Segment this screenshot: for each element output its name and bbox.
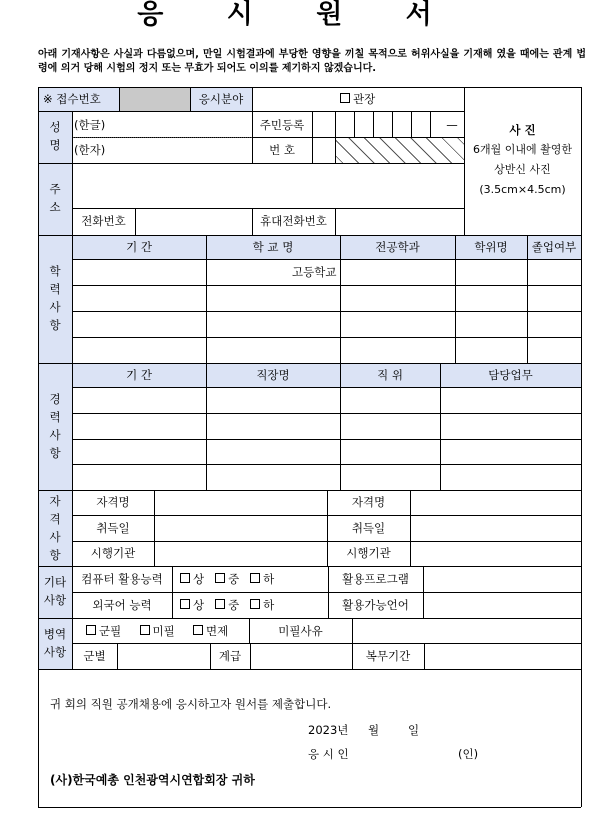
military-label: 병역 사항 [43,627,67,659]
checkbox-icon[interactable] [215,573,225,583]
education-label: 학 력 사 항 [49,264,61,332]
photo-instruction-1: 6개월 이내에 촬영한 [473,143,572,156]
rrn-label-top: 주민등록 [259,118,305,132]
declaration-notice: 아래 기재사항은 사실과 다름없으며, 만일 시험결과에 부당한 영향을 끼칠 목적으로 허위사실을 기재해 였을 때에는 관계 법령에 의거 당해 시험의 정지 또는 무효가 되어도 이의를 제기하지 않겠습니다. [38,49,586,74]
edu-header-school: 학 교 명 [252,240,294,254]
checkbox-icon[interactable] [86,625,96,635]
edu-header-degree: 학위명 [474,240,508,254]
application-statement: 귀 회의 직원 공개채용에 응시하고자 원서를 제출합니다. [50,697,332,711]
checkbox-icon[interactable] [180,599,190,609]
qual-issuer-label-right: 시행기관 [346,546,391,560]
checkbox-icon[interactable] [140,625,150,635]
qual-date-label-left: 취득일 [96,521,130,535]
career-label: 경 력 사 항 [49,392,61,460]
qual-date-label-right: 취득일 [351,521,386,535]
receipt-number-label: ※ 접수번호 [43,92,101,106]
checkbox-icon[interactable] [193,625,203,635]
service-period-label: 복무기간 [365,649,411,663]
field-option-director[interactable]: 관장 [340,92,375,106]
language-level-options[interactable]: 상 중 하 [180,598,274,612]
computer-skill-label: 컴퓨터 활용능력 [81,572,163,586]
exemption-reason-label: 미필사유 [278,624,323,638]
checkbox-icon[interactable] [250,599,260,609]
photo-instruction-2: 상반신 사진 [494,163,551,176]
qual-name-label-right: 자격명 [351,495,386,509]
mobile-label: 휴대전화번호 [260,214,327,228]
programs-label: 활용프로그램 [342,572,409,586]
military-branch-label: 군별 [83,649,106,663]
name-label: 성 명 [49,120,61,152]
rrn-dash: — [446,118,458,132]
seal-mark: (인) [458,747,479,761]
qualification-label: 자 격 사 항 [49,494,61,562]
date-month: 월 [368,723,380,737]
languages-label: 활용가능언어 [342,598,409,612]
high-school-suffix: 고등학교 [292,265,337,279]
phone-label: 전화번호 [81,214,126,228]
military-rank-label: 계급 [218,649,242,663]
checkbox-icon[interactable] [180,573,190,583]
career-header-company: 직장명 [256,368,290,382]
form-title: 응 시 원 서 [137,0,459,30]
rrn-label-bottom: 번 호 [269,143,295,157]
date-day: 일 [408,723,420,737]
address-label: 주 소 [49,182,61,214]
qual-issuer-label-left: 시행기관 [90,546,136,560]
edu-header-period: 기 간 [126,240,152,254]
career-header-period: 기 간 [126,368,152,382]
career-header-duties: 담당업무 [488,368,533,382]
photo-title: 사 진 [509,123,536,137]
name-korean-label: (한글) [74,118,106,132]
career-header-position: 직 위 [377,368,403,382]
military-status-options[interactable]: 군필 미필 면제 [86,624,228,638]
receipt-number-box [119,87,190,111]
name-hanja-label: (한자) [74,143,106,157]
qual-name-label-left: 자격명 [96,495,130,509]
checkbox-icon[interactable] [250,573,260,583]
application-field-label: 응시분야 [198,92,244,106]
date-year: 2023년 [308,723,349,737]
edu-header-graduation: 졸업여부 [531,240,577,254]
applicant-label: 응 시 인 [308,747,349,761]
rrn-hatched-area [335,137,464,163]
checkbox-icon[interactable] [215,599,225,609]
recipient-line: (사)한국예총 인천광역시연합회장 귀하 [50,773,255,787]
computer-level-options[interactable]: 상 중 하 [180,572,274,586]
photo-size: (3.5cm×4.5cm) [479,183,566,196]
checkbox-icon[interactable] [340,93,350,103]
edu-header-major: 전공학과 [375,240,420,254]
foreign-language-label: 외국어 능력 [92,598,152,612]
etc-label: 기타 사항 [43,575,67,607]
